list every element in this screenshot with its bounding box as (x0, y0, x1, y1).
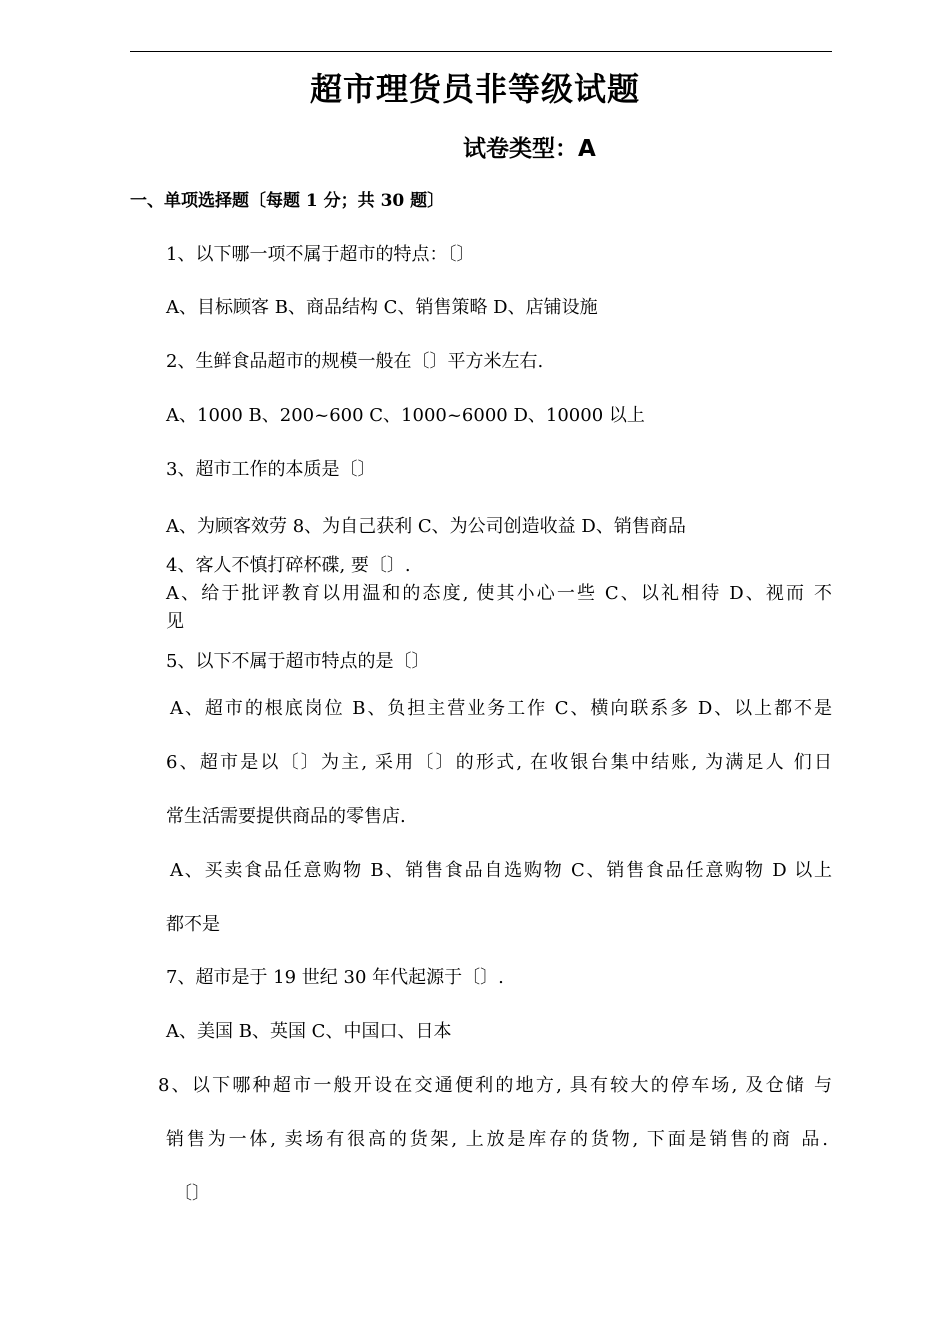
question-6-cont: 常生活需要提供商品的零售店. (166, 806, 406, 827)
header-rule (130, 51, 832, 52)
paper-type: 试卷类型：A (463, 136, 596, 162)
question-7: 7、超市是于 19 世纪 30 年代起源于〔〕. (166, 967, 504, 988)
options-4-cont: 见 (166, 611, 184, 632)
question-8-cont: 销售为一体, 卖场有很高的货架, 上放是库存的货物, 下面是销售的商 品. (166, 1129, 828, 1150)
options-6: A、买卖食品任意购物 B、销售食品自选购物 C、销售食品任意购物 D 以上 (170, 860, 832, 881)
options-1: A、目标顾客 B、商品结构 C、销售策略 D、店铺设施 (166, 297, 598, 318)
options-3: A、为顾客效劳 8、为自己获利 C、为公司创造收益 D、销售商品 (166, 516, 686, 537)
question-8: 8、以下哪种超市一般开设在交通便利的地方, 具有较大的停车场, 及仓储 与 (158, 1075, 832, 1096)
options-4: A、给于批评教育以用温和的态度, 使其小心一些 C、以礼相待 D、视而 不 (166, 583, 832, 604)
question-4: 4、客人不慎打碎杯碟, 要〔〕. (166, 555, 411, 576)
options-5: A、超市的根底岗位 B、负担主营业务工作 C、横向联系多 D、以上都不是 (170, 698, 832, 719)
options-7: A、美国 B、英国 C、中国口、日本 (166, 1021, 452, 1042)
question-1: 1、以下哪一项不属于超市的特点：〔〕 (166, 244, 475, 265)
question-3: 3、超市工作的本质是〔〕 (166, 459, 376, 480)
options-2: A、1000 B、200~600 C、1000~6000 D、10000 以上 (166, 405, 645, 426)
question-2: 2、生鲜食品超市的规模一般在〔〕平方米左右. (166, 351, 544, 372)
question-5: 5、以下不属于超市特点的是〔〕 (166, 651, 430, 672)
options-6-cont: 都不是 (166, 914, 220, 935)
page-title: 超市理货员非等级试题 (309, 70, 640, 108)
section-heading: 一、单项选择题〔每题 1 分；共 30 题〕 (130, 191, 445, 211)
question-6: 6、超市是以〔〕为主, 采用〔〕的形式, 在收银台集中结账, 为满足人 们日 (166, 752, 832, 773)
question-8-blank: 〔〕 (174, 1183, 210, 1204)
